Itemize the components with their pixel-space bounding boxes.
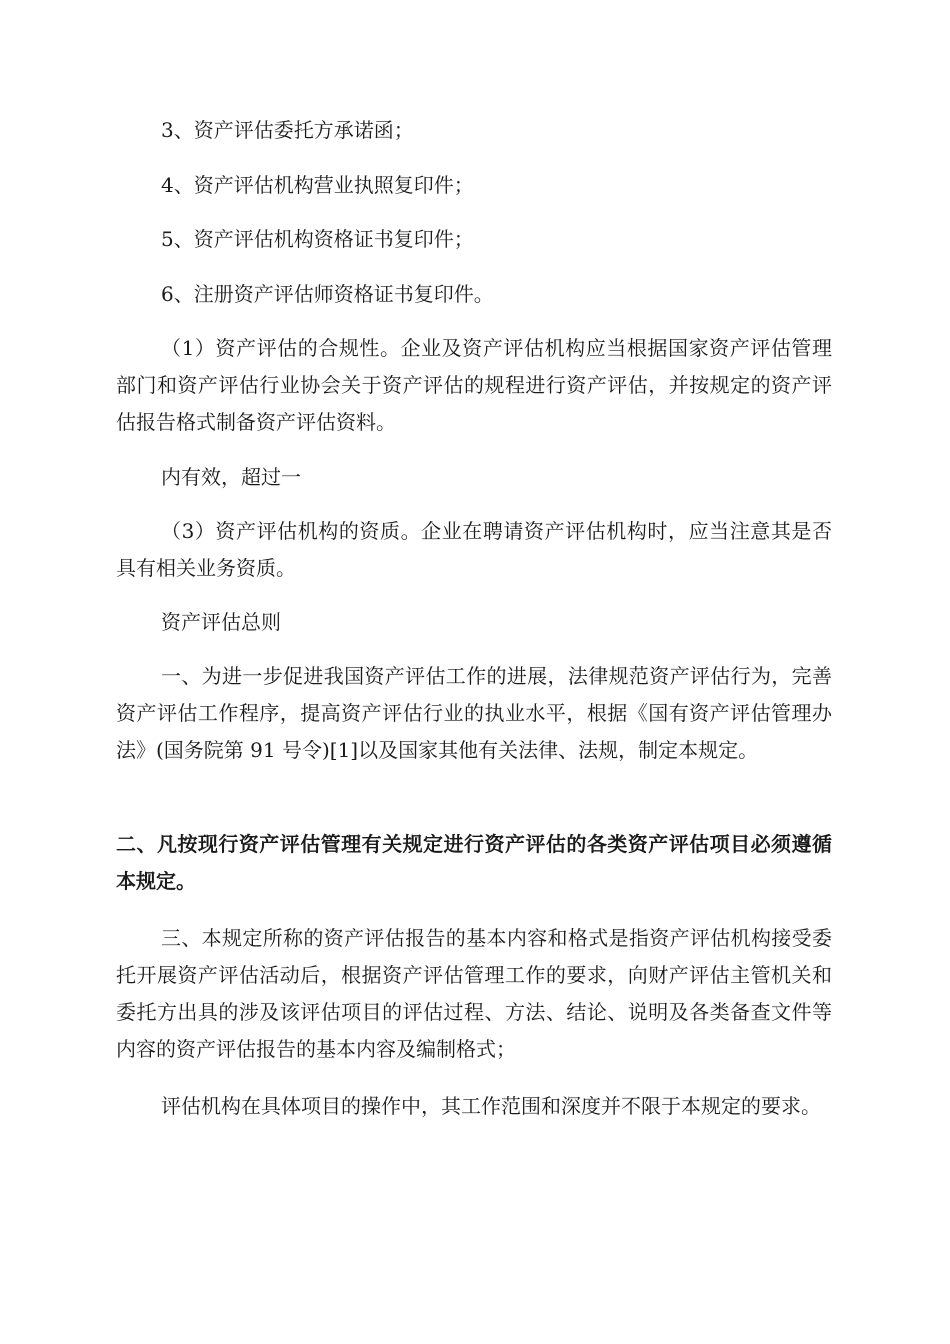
paragraph-item-5: 5、资产评估机构资格证书复印件； — [161, 227, 474, 251]
paragraph-compliance: （1）资产评估的合规性。企业及资产评估机构应当根据国家资产评估管理部门和资产评估行业协会关于资产评估的规程进行资产评估，并按规定的资产评估报告格式制备资产评估资料。 — [116, 336, 832, 434]
section-heading: 资产评估总则 — [161, 610, 281, 634]
paragraph-fragment: 内有效，超过一 — [161, 465, 301, 489]
paragraph-article-1: 一、为进一步促进我国资产评估工作的进展，法律规范资产评估行为，完善资产评估工作程序，提高资产评估行业的执业水平，根据《国有资产评估管理办法》(国务院第 91 号令)[1]以及国家其他有关法律、法规，制定本规定。 — [116, 664, 832, 762]
paragraph-scope: 评估机构在具体项目的操作中，其工作范围和深度并不限于本规定的要求。 — [161, 1094, 821, 1118]
paragraph-item-3: 3、资产评估委托方承诺函； — [161, 118, 414, 142]
paragraph-article-3: 三、本规定所称的资产评估报告的基本内容和格式是指资产评估机构接受委托开展资产评估活动后，根据资产评估管理工作的要求，向财产评估主管机关和委托方出具的涉及该评估项目的评估过程、方法、结论、说明及各类备查文件等内容的资产评估报告的基本内容及编制格式； — [116, 926, 832, 1061]
paragraph-item-6: 6、注册资产评估师资格证书复印件。 — [161, 282, 494, 306]
paragraph-article-2: 二、凡按现行资产评估管理有关规定进行资产评估的各类资产评估项目必须遵循本规定。 — [116, 832, 832, 893]
paragraph-qualification: （3）资产评估机构的资质。企业在聘请资产评估机构时，应当注意其是否具有相关业务资质。 — [116, 519, 832, 580]
paragraph-item-4: 4、资产评估机构营业执照复印件； — [161, 173, 474, 197]
